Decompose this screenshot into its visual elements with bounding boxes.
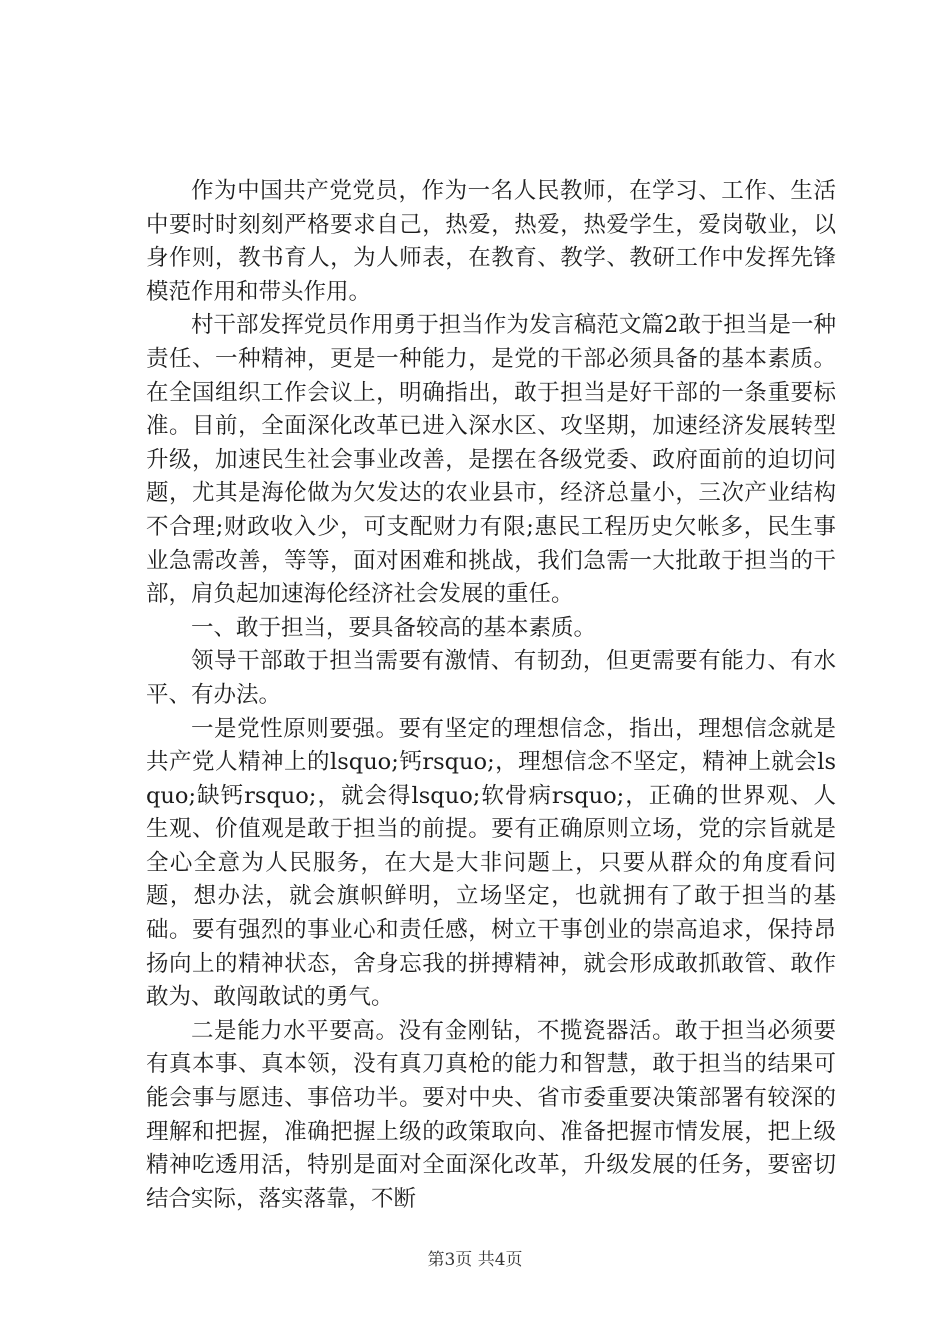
paragraph-6: 二是能力水平要高。没有金刚钻，不揽瓷器活。敢于担当必须要有真本事、真本领，没有真刀真枪的能力和智慧，敢于担当的结果可能会事与愿违、事倍功半。要对中央、省市委重要决策部署有较深的理解和把握，准确把握上级的政策取向、准备把握市情发展，把上级精神吃透用活，特别是面对全面深化改革，升级发展的任务，要密切结合实际，落实落靠，不断 bbox=[146, 1017, 836, 1212]
paragraph-1: 作为中国共产党党员，作为一名人民教师，在学习、工作、生活中要时时刻刻严格要求自己，热爱，热爱，热爱学生，爱岗敬业，以身作则，教书育人，为人师表，在教育、教学、教研工作中发挥先锋模范作用和带头作用。 bbox=[146, 178, 836, 305]
document-body bbox=[146, 175, 836, 1216]
paragraph-2: 村干部发挥党员作用勇于担当作为发言稿范文篇2敢于担当是一种责任、一种精神，更是一种能力，是党的干部必须具备的基本素质。在全国组织工作会议上，明确指出，敢于担当是好干部的一条重要标准。目前，全面深化改革已进入深水区、攻坚期，加速经济发展转型升级，加速民生社会事业改善，是摆在各级党委、政府面前的迫切问题，尤其是海伦做为欠发达的农业县市，经济总量小，三次产业结构不合理;财政收入少，可支配财力有限;惠民工程历史欠帐多，民生事业急需改善，等等，面对困难和挑战，我们急需一大批敢于担当的干部，肩负起加速海伦经济社会发展的重任。 bbox=[146, 312, 836, 608]
page-number-footer: 第3页 共4页 bbox=[427, 1250, 523, 1270]
paragraph-4: 领导干部敢于担当需要有激情、有韧劲，但更需要有能力、有水平、有办法。 bbox=[146, 648, 836, 708]
paragraph-3-heading: 一、敢于担当，要具备较高的基本素质。 bbox=[191, 614, 597, 641]
paragraph-5: 一是党性原则要强。要有坚定的理想信念，指出，理想信念就是共产党人精神上的lsquo;钙rsquo;，理想信念不坚定，精神上就会lsquo;缺钙rsquo;，就会得lsquo;软骨病rsquo;，正确的世界观、人生观、价值观是敢于担当的前提。要有正确原则立场，党的宗旨就是全心全意为人民服务，在大是大非问题上，只要从群众的角度看问题，想办法，就会旗帜鲜明，立场坚定，也就拥有了敢于担当的基础。要有强烈的事业心和责任感，树立干事创业的崇高追求，保持昂扬向上的精神状态，舍身忘我的拼搏精神，就会形成敢抓敢管、敢作敢为、敢闯敢试的勇气。 bbox=[146, 715, 836, 1011]
